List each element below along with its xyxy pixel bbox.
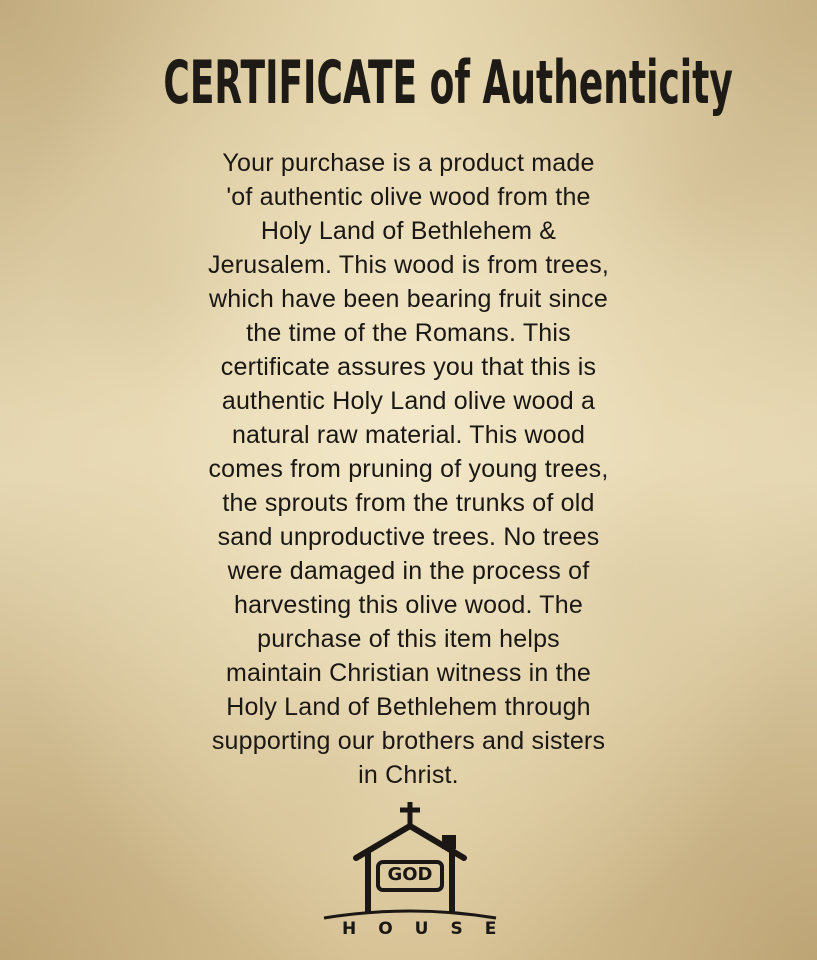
certificate-title: CERTIFICATE of Authenticity <box>163 48 733 118</box>
god-house-logo <box>320 800 519 950</box>
logo-word-house: HOUSE <box>342 919 519 939</box>
certificate-body-text: Your purchase is a product made 'of authentic olive wood from the Holy Land of Bethlehem & Jerusalem. This wood is from trees, which have been bearing fruit since the time of the Romans. This certificate assures you that this is authentic Holy Land olive wood a natural raw material. This wood comes from pruning of young trees, the sprouts from the trunks of old sand unproductive trees. No trees were damaged in the process of harvesting this olive wood. The purchase of this item helps maintain Christian witness in the Holy Land of Bethlehem through supporting our brothers and sisters in Christ. <box>207 149 610 789</box>
logo-word-god: GOD <box>387 864 433 885</box>
